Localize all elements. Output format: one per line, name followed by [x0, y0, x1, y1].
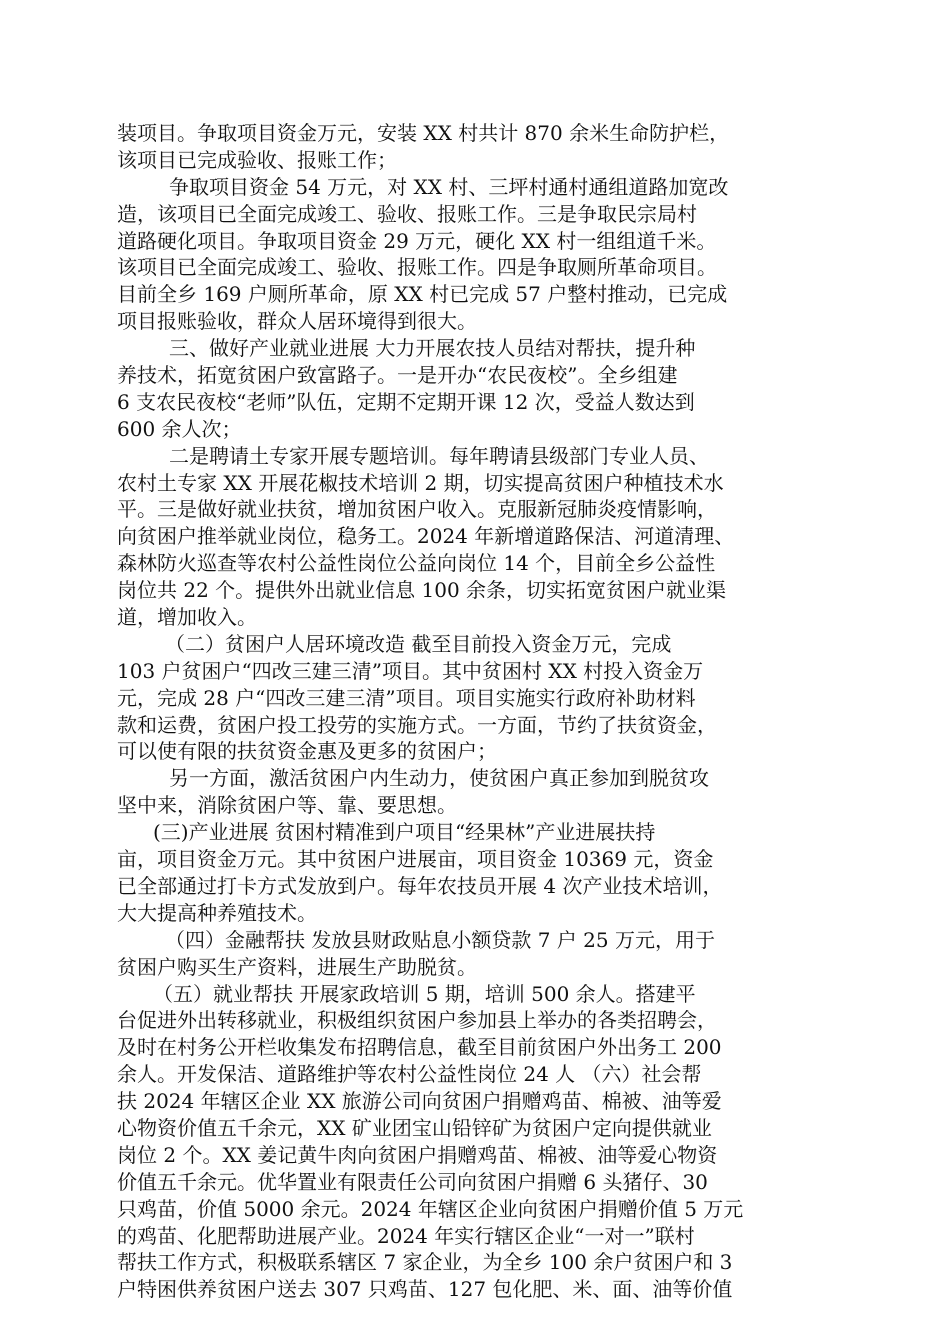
section-heading-line: (三)产业进展 贫困村精准到户项目“经果林”产业进展扶持 — [153, 820, 656, 845]
text-line: 坚中来，消除贫困户等、靠、要思想。 — [117, 793, 457, 818]
text-line: 森林防火巡查等农村公益性岗位公益向岗位 14 个，目前全乡公益性 — [117, 551, 716, 576]
text-line: 岗位 2 个。XX 姜记黄牛肉向贫困户捐赠鸡苗、棉被、油等爱心物资 — [117, 1142, 718, 1167]
text-line: 余人。开发保洁、道路维护等农村公益性岗位 24 人 （六）社会帮 — [117, 1062, 702, 1087]
paragraph-start-line: 另一方面，激活贫困户内生动力，使贫困户真正参加到脱贫攻 — [169, 766, 709, 791]
text-line: 元，完成 28 户“四改三建三清”项目。项目实施实行政府补助材料 — [117, 685, 696, 710]
text-line: 该项目已全面完成竣工、验收、报账工作。四是争取厕所革命项目。 — [117, 255, 717, 280]
text-line: 心物资价值五千余元，XX 矿业团宝山铅锌矿为贫困户定向提供就业 — [117, 1115, 712, 1140]
text-line: 岗位共 22 个。提供外出就业信息 100 余条，切实拓宽贫困户就业渠 — [117, 578, 727, 603]
text-line: 帮扶工作方式，积极联系辖区 7 家企业，为全乡 100 余户贫困户和 3 — [117, 1250, 733, 1275]
text-line: 的鸡苗、化肥帮助进展产业。2024 年实行辖区企业“一对一”联村 — [117, 1223, 695, 1248]
text-line: 台促进外出转移就业，积极组织贫困户参加县上举办的各类招聘会， — [117, 1008, 717, 1033]
text-line: 装项目。争取项目资金万元，安装 XX 村共计 870 余米生命防护栏， — [117, 121, 730, 145]
text-line: 农村土专家 XX 开展花椒技术培训 2 期，切实提高贫困户种植技术水 — [117, 470, 724, 495]
text-line: 该项目已完成验收、报账工作； — [117, 147, 397, 172]
text-line: 大大提高种养殖技术。 — [117, 900, 317, 925]
text-line: 600 余人次； — [117, 416, 242, 441]
document-body — [117, 120, 825, 1303]
text-line: 平。三是做好就业扶贫，增加贫困户收入。克服新冠肺炎疫情影响， — [117, 497, 717, 522]
text-line: 户特困供养贫困户送去 307 只鸡苗、127 包化肥、米、面、油等价值 — [117, 1277, 733, 1302]
text-line: 可以使有限的扶贫资金惠及更多的贫困户； — [117, 739, 497, 764]
text-line: 道，增加收入。 — [117, 605, 257, 630]
text-line: 扶 2024 年辖区企业 XX 旅游公司向贫困户捐赠鸡苗、棉被、油等爱 — [117, 1089, 722, 1114]
text-line: 造，该项目已全面完成竣工、验收、报账工作。三是争取民宗局村 — [117, 201, 697, 226]
text-line: 向贫困户推举就业岗位，稳务工。2024 年新增道路保洁、河道清理、 — [117, 524, 735, 549]
text-line: 贫困户购买生产资料，进展生产助脱贫。 — [117, 954, 477, 979]
text-line: 已全部通过打卡方式发放到户。每年农技员开展 4 次产业技术培训， — [117, 873, 723, 898]
text-line: 项目报账验收，群众人居环境得到很大。 — [117, 309, 477, 334]
text-line: 6 支农民夜校“老师”队伍，定期不定期开课 12 次，受益人数达到 — [117, 389, 695, 414]
section-heading-line: （五）就业帮扶 开展家政培训 5 期，培训 500 余人。搭建平 — [153, 981, 696, 1006]
text-line: 款和运费，贫困户投工投劳的实施方式。一方面，节约了扶贫资金， — [117, 712, 717, 737]
section-heading-line: 三、做好产业就业进展 大力开展农技人员结对帮扶，提升种 — [169, 336, 696, 361]
paragraph-start-line: 争取项目资金 54 万元，对 XX 村、三坪村通村通组道路加宽改 — [169, 174, 729, 199]
text-line: 及时在村务公开栏收集发布招聘信息，截至目前贫困户外出务工 200 — [117, 1035, 722, 1060]
text-line: 道路硬化项目。争取项目资金 29 万元，硬化 XX 村一组组道千米。 — [117, 228, 717, 253]
text-line: 只鸡苗，价值 5000 余元。2024 年辖区企业向贫困户捐赠价值 5 万元 — [117, 1196, 744, 1221]
section-heading-line: （二）贫困户人居环境改造 截至目前投入资金万元，完成 — [165, 631, 672, 656]
text-line: 目前全乡 169 户厕所革命，原 XX 村已完成 57 户整村推动，已完成 — [117, 282, 728, 307]
paragraph-start-line: 二是聘请土专家开展专题培训。每年聘请县级部门专业人员、 — [169, 443, 709, 468]
section-heading-line: （四）金融帮扶 发放县财政贴息小额贷款 7 户 25 万元，用于 — [165, 927, 715, 952]
text-line: 养技术，拓宽贫困户致富路子。一是开办“农民夜校”。全乡组建 — [117, 363, 678, 388]
text-line: 103 户贫困户“四改三建三清”项目。其中贫困村 XX 村投入资金万 — [117, 658, 704, 683]
text-line: 亩，项目资金万元。其中贫困户进展亩，项目资金 10369 元，资金 — [117, 847, 714, 872]
text-line: 价值五千余元。优华置业有限责任公司向贫困户捐赠 6 头猪仔、30 — [117, 1169, 708, 1194]
